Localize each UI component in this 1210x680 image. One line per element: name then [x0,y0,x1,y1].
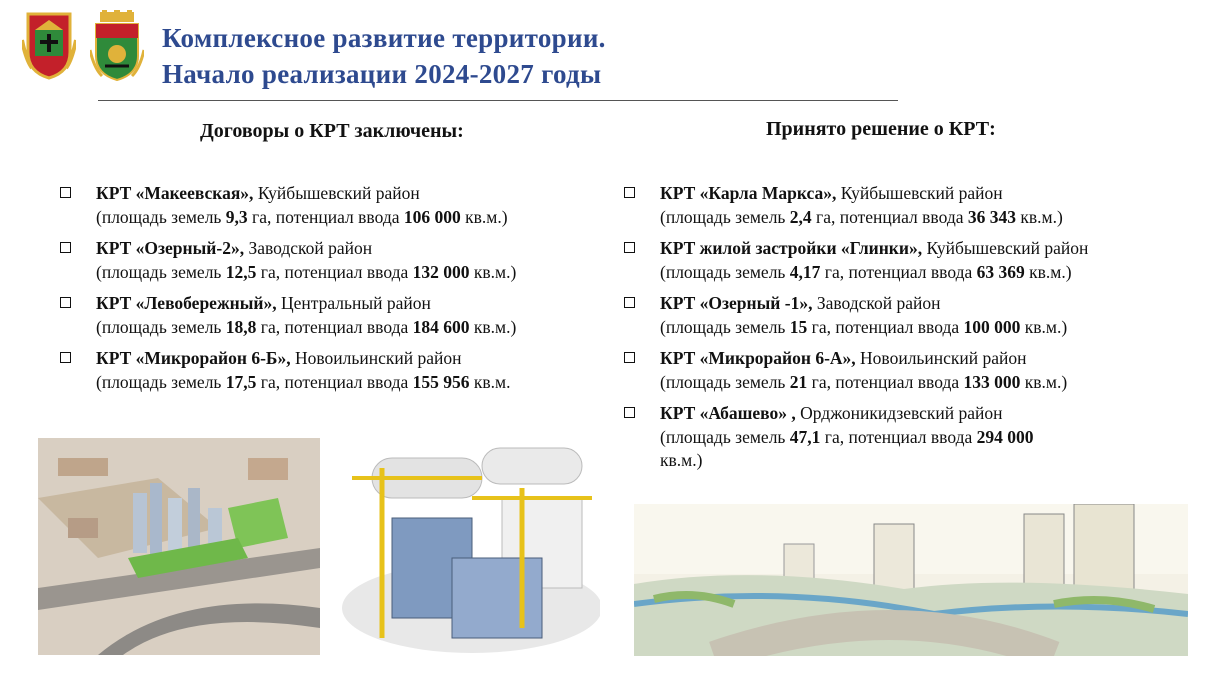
aerial-city-illustration [38,438,320,655]
krt-volume: 133 000 [963,371,1021,392]
krt-unit-wrap: кв.м.) [660,450,703,470]
checkbox-bullet-icon [60,187,71,198]
krt-district: Новоильинский район [855,348,1027,368]
krt-area: 4,17 [789,261,821,282]
krt-name: КРТ «Озерный-2», [96,238,245,258]
krt-district: Орджоникидзевский район [795,403,1003,423]
list-item: КРТ «Левобережный», Центральный район (площадь земель 18,8 га, потенциал ввода 184 600 кв.м.) [60,292,620,339]
list-item: КРТ «Карла Маркса», Куйбышевский район (площадь земель 2,4 га, потенциал ввода 36 343 кв.м.) [624,182,1194,229]
krt-district: Заводской район [812,293,941,313]
krt-volume: 100 000 [963,316,1021,337]
checkbox-bullet-icon [60,242,71,253]
krt-district: Заводской район [244,238,373,258]
krt-name: КРТ «Карла Маркса», [660,183,837,203]
page-title [162,20,606,92]
krt-name: КРТ «Микрорайон 6-Б», [96,348,291,368]
krt-area: 9,3 [225,206,248,227]
checkbox-bullet-icon [624,407,635,418]
title-line-2: Начало реализации 2024-2027 годы [162,59,602,89]
city-coat-of-arms-icon [90,10,144,82]
checkbox-bullet-icon [624,352,635,363]
krt-volume: 36 343 [967,206,1016,227]
krt-name: КРТ жилой застройки «Глинки», [660,238,923,258]
krt-name: КРТ «Абашево» , [660,403,796,423]
krt-volume: 184 600 [412,316,470,337]
krt-area: 12,5 [225,261,257,282]
krt-name: КРТ «Озерный -1», [660,293,813,313]
krt-district: Куйбышевский район [922,238,1089,258]
krt-district: Куйбышевский район [836,183,1003,203]
list-item: КРТ «Озерный -1», Заводской район (площадь земель 15 га, потенциал ввода 100 000 кв.м.) [624,292,1194,339]
checkbox-bullet-icon [624,242,635,253]
left-column-heading: Договоры о КРТ заключены: [200,120,464,142]
list-item: КРТ «Микрорайон 6-А», Новоильинский район (площадь земель 21 га, потенциал ввода 133 000 кв.м.) [624,347,1194,394]
checkbox-bullet-icon [624,297,635,308]
right-krt-list [624,182,1194,481]
left-krt-list [60,182,620,402]
list-item: КРТ «Абашево» , Орджоникидзевский район (площадь земель 47,1 га, потенциал ввода 294 000 кв.м.) [624,402,1194,473]
list-item: КРТ «Микрорайон 6-Б», Новоильинский район (площадь земель 17,5 га, потенциал ввода 155 956 кв.м. [60,347,620,394]
list-item: КРТ «Озерный-2», Заводской район (площадь земель 12,5 га, потенциал ввода 132 000 кв.м.) [60,237,620,284]
title-divider [98,100,898,101]
right-column-heading: Принято решение о КРТ: [766,118,996,140]
krt-area: 21 [789,371,808,392]
construction-cranes-illustration [332,438,600,655]
krt-area: 2,4 [789,206,812,227]
list-item: КРТ «Макеевская», Куйбышевский район (площадь земель 9,3 га, потенциал ввода 106 000 кв.м.) [60,182,620,229]
krt-area: 47,1 [789,426,821,447]
krt-district: Куйбышевский район [253,183,420,203]
checkbox-bullet-icon [60,352,71,363]
krt-district: Новоильинский район [290,348,462,368]
krt-name: КРТ «Левобережный», [96,293,277,313]
krt-volume: 155 956 [412,371,470,392]
krt-volume: 106 000 [403,206,461,227]
krt-area: 15 [789,316,808,337]
krt-name: КРТ «Макеевская», [96,183,254,203]
krt-district: Центральный район [276,293,431,313]
region-coat-of-arms-icon [22,10,76,80]
checkbox-bullet-icon [624,187,635,198]
krt-volume: 294 000 [976,426,1034,447]
krt-volume: 63 369 [976,261,1025,282]
krt-name: КРТ «Микрорайон 6-А», [660,348,856,368]
title-line-1: Комплексное развитие территории. [162,23,606,53]
krt-area: 18,8 [225,316,257,337]
urban-sketch-illustration [634,504,1188,656]
checkbox-bullet-icon [60,297,71,308]
emblems [22,10,142,82]
krt-volume: 132 000 [412,261,470,282]
krt-area: 17,5 [225,371,257,392]
list-item: КРТ жилой застройки «Глинки», Куйбышевский район (площадь земель 4,17 га, потенциал ввода 63 369 кв.м.) [624,237,1194,284]
